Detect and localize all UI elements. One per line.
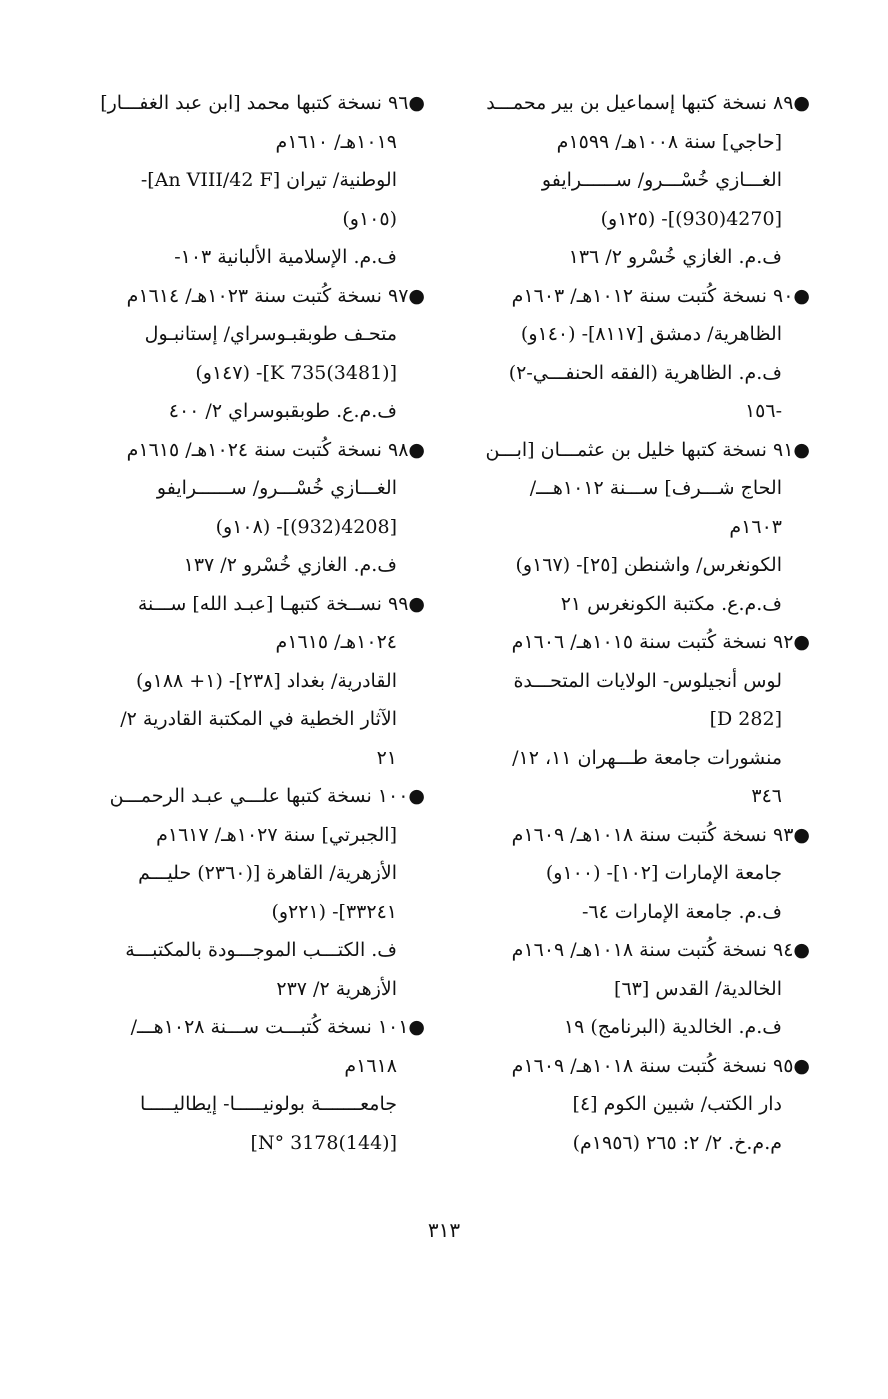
entry-line: الغـــازي خُسْـــرو/ ســــــرايفو — [156, 477, 397, 499]
entry-line: ٣٤٦ — [751, 785, 782, 807]
entry-99 — [85, 585, 425, 778]
entry-line: [4208(932)]- (١٠٨و) — [215, 515, 397, 538]
entry-line: [الجبرتي] سنة ١٠٢٧هـ/ ١٦١٧م — [156, 823, 397, 846]
entry-89 — [470, 84, 810, 277]
entry-line: ●١٠١ نسخة كُتبـــت ســـنة ١٠٢٨هـــ/ — [130, 1016, 425, 1038]
entry-line: ١٦٠٣م — [729, 515, 782, 538]
entry-line: [حاجي] سنة ١٠٠٨هـ/ ١٥٩٩م — [556, 130, 782, 153]
entry-line: ١٠١٩هـ/ ١٦١٠م — [275, 130, 397, 153]
entry-line: ٣٣٢٤١]- (٢٢١و) — [271, 900, 397, 923]
entry-line: ف.م.ع. مكتبة الكونغرس ٢١ — [560, 592, 782, 615]
left-column — [85, 84, 425, 1162]
entry-line: لوس أنجيلوس- الولايات المتحـــدة — [513, 669, 782, 692]
entry-line: الأزهرية ٢/ ٢٣٧ — [276, 977, 397, 1000]
entry-line: ●٩٢ نسخة كُتبت سنة ١٠١٥هـ/ ١٦٠٦م — [511, 631, 810, 653]
entry-line: الحاج شـــرف] ســـنة ١٠١٢هـــ/ — [529, 477, 782, 499]
entry-101 — [85, 1008, 425, 1162]
entry-line: ١٠٢٤هـ/ ١٦١٥م — [275, 631, 397, 653]
entry-line: ف.م. الغازي خُسْرو ٢/ ١٣٦ — [568, 246, 782, 268]
entry-91 — [470, 431, 810, 624]
entry-line: ●١٠٠ نسخة كتبها علـــي عبـد الرحمـــن — [109, 785, 425, 807]
entry-line: ●٩٨ نسخة كُتبت سنة ١٠٢٤هـ/ ١٦١٥م — [126, 438, 425, 461]
entry-line: الكونغرس/ واشنطن [٢٥]- (١٦٧و) — [515, 554, 782, 576]
entry-line: ف.م.ع. طوبقبوسراي ٢/ ٤٠٠ — [168, 400, 397, 422]
entry-93 — [470, 816, 810, 932]
entry-line: ف.م. الإسلامية الألبانية ١٠٣- — [174, 246, 397, 268]
entry-line: ف.م. الظاهرية (الفقه الحنفـــي-٢) — [508, 361, 782, 384]
entry-line: ●٩٧ نسخة كُتبت سنة ١٠٢٣هـ/ ١٦١٤م — [126, 284, 425, 307]
entry-line: ف.م. الخالدية (البرنامج) ١٩ — [563, 1016, 782, 1038]
entry-line: -١٥٦ — [744, 400, 782, 422]
entry-line: [4270(930)]- (١٢٥و) — [600, 207, 782, 230]
entry-line: الغـــازي خُسْـــرو/ ســــــرايفو — [541, 169, 782, 191]
entry-line: القادرية/ بغداد [٢٣٨]- (١+ ١٨٨و) — [136, 669, 397, 692]
entry-line: [D 282] — [709, 708, 782, 730]
entry-line: ●٨٩ نسخة كتبها إسماعيل بن بير محمـــد — [486, 92, 810, 114]
entry-line: منشورات جامعة طـــهران ١١، ١٢/ — [512, 746, 782, 769]
entry-90 — [470, 277, 810, 431]
entry-line: جامعة الإمارات [١٠٢]- (١٠٠و) — [545, 862, 782, 884]
entry-line: ●٩٦ نسخة كتبها محمد [ابن عبد الغفـــار] — [100, 92, 425, 114]
entry-line: متحـف طوبقبـوسراي/ إستانبـول — [144, 323, 397, 345]
entry-line: جامعـــــــة بولونيـــــا- إيطاليـــــا — [140, 1093, 397, 1115]
entry-92 — [470, 623, 810, 816]
entry-100 — [85, 777, 425, 1008]
entry-line: (١٠٥و) — [342, 207, 397, 230]
entry-line: الخالدية/ القدس [٦٣] — [614, 977, 782, 1000]
page-number: ٣١٣ — [427, 1218, 461, 1242]
entry-line: الوطنية/ تيران [An VIII/42 F]- — [140, 169, 397, 191]
entry-line: ●٩٩ نســخة كتبهـا [عبـد الله] ســـنة — [137, 592, 425, 615]
entry-line: الأزهرية/ القاهرة [(٢٣٦٠) حليـــم — [138, 862, 397, 884]
entry-line: الظاهرية/ دمشق [٨١١٧]- (١٤٠و) — [520, 323, 782, 345]
entry-line: ٢١ — [376, 746, 397, 769]
entry-line: م.م.خ. ٢/ ٢: ٢٦٥ (١٩٥٦م) — [572, 1131, 782, 1154]
entry-line: دار الكتب/ شبين الكوم [٤] — [572, 1093, 782, 1115]
entry-line: ●٩٣ نسخة كُتبت سنة ١٠١٨هـ/ ١٦٠٩م — [511, 823, 810, 846]
entry-94 — [470, 931, 810, 1047]
entry-line: الآثار الخطية في المكتبة القادرية ٢/ — [120, 708, 397, 730]
entry-line: [K 735(3481)]- (١٤٧و) — [195, 361, 397, 384]
entry-line: ●٩٠ نسخة كُتبت سنة ١٠١٢هـ/ ١٦٠٣م — [511, 284, 810, 307]
entry-line: ١٦١٨م — [344, 1054, 397, 1077]
entry-line: ●٩٤ نسخة كُتبت سنة ١٠١٨هـ/ ١٦٠٩م — [511, 939, 810, 961]
entry-line: ف. الكتـــب الموجـــودة بالمكتبـــة — [125, 939, 397, 961]
entry-line: ●٩١ نسخة كتبها خليل بن عثمـــان [ابـــن — [485, 438, 810, 461]
entry-98 — [85, 431, 425, 585]
entry-96 — [85, 84, 425, 277]
entry-97 — [85, 277, 425, 431]
entry-line: ●٩٥ نسخة كُتبت سنة ١٠١٨هـ/ ١٦٠٩م — [511, 1054, 810, 1077]
entry-line: ف.م. الغازي خُسْرو ٢/ ١٣٧ — [183, 554, 397, 576]
entry-line: [N° 3178(144)] — [250, 1131, 397, 1154]
entry-line: ف.م. جامعة الإمارات ٦٤- — [582, 900, 782, 923]
right-column — [470, 84, 810, 1162]
entry-95 — [470, 1047, 810, 1163]
